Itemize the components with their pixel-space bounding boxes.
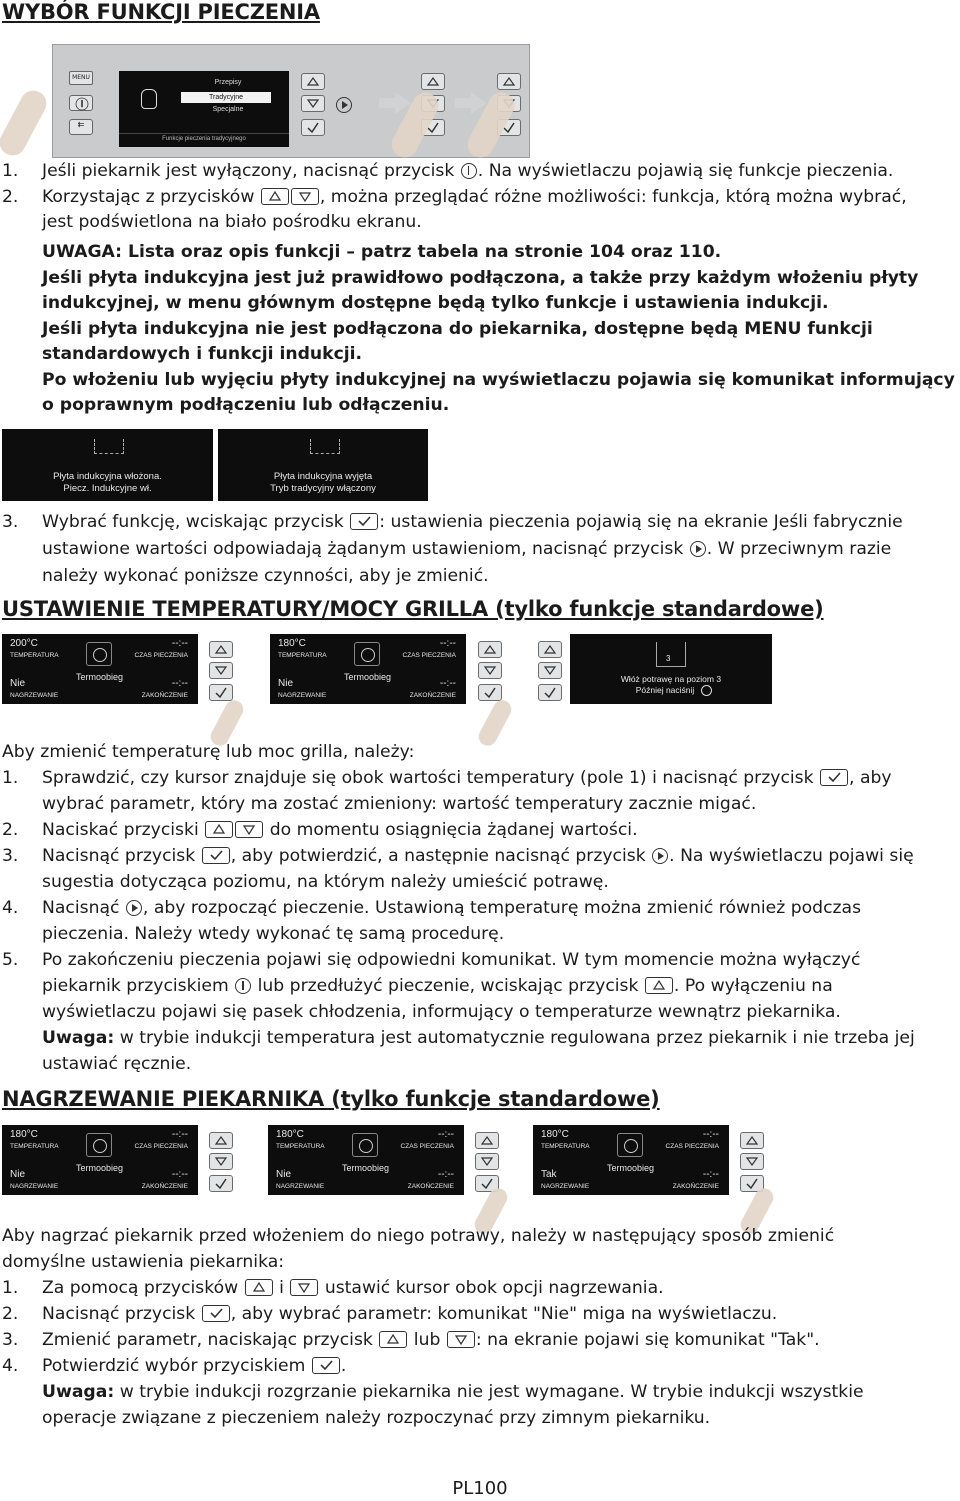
end-time-value: --:--	[171, 1169, 188, 1180]
section3-steps	[0, 1276, 960, 1432]
cooking-time-label: CZAS PIECZENIA	[402, 652, 456, 659]
induction-removed-screen	[218, 429, 428, 501]
finger-icon	[0, 86, 51, 160]
up-arrow-icon	[379, 1331, 407, 1348]
end-time-label: ZAKOŃCZENIE	[672, 1183, 719, 1190]
note-label: Uwaga:	[42, 1382, 115, 1402]
page-number: PL100	[452, 1478, 508, 1499]
temperature-label: TEMPERATURA	[10, 652, 59, 659]
up-key	[209, 641, 233, 658]
step-number: 2.	[2, 186, 19, 207]
preheat-label: NAGRZEWANIE	[10, 1183, 59, 1190]
temperature-label: TEMPERATURA	[278, 652, 327, 659]
preheat-label: NAGRZEWANIE	[276, 1183, 325, 1190]
oven-settings-screen	[2, 634, 198, 704]
list-item	[0, 1026, 960, 1052]
note-line: Jeśli płyta indukcyjna nie jest podłączona do piekarnika, dostępne będą MENU funkcji	[42, 318, 873, 339]
step-text: należy wykonać poniższe czynności, aby je zmienić.	[42, 566, 489, 586]
step-text: ustawić kursor obok opcji nagrzewania.	[324, 1278, 664, 1298]
ok-key	[209, 684, 233, 701]
note-line: o poprawnym podłączeniu lub odłączeniu.	[42, 395, 450, 415]
list-item	[0, 870, 960, 896]
step-text: wybrać parametr, który ma zostać zmieniony: wartość temperatury zacznie migać.	[42, 794, 757, 814]
step-text: wyświetlaczu pojawi się pasek chłodzenia, informujący o temperaturze wewnątrz piekarnika.	[42, 1002, 841, 1022]
note-text: w trybie indukcji temperatura jest automatycznie regulowana przez piekarnik i nie trzeba jej	[119, 1028, 915, 1048]
up-key	[497, 73, 521, 90]
step-text: . Na wyświetlaczu pojawi się	[669, 846, 914, 866]
ok-key	[538, 684, 562, 701]
section-title: NAGRZEWANIE PIEKARNIKA (tylko funkcje standardowe)	[2, 1087, 660, 1111]
induction-plate-icon	[94, 439, 124, 454]
note-line: UWAGA: Lista oraz opis funkcji – patrz tabela na stronie 104 oraz 110.	[42, 242, 722, 262]
level-screen	[570, 634, 772, 704]
list-item	[0, 1380, 960, 1406]
list-item	[0, 766, 960, 792]
step-number: 2.	[2, 820, 19, 840]
temperature-value: 180°C	[278, 638, 306, 649]
up-key	[740, 1132, 764, 1149]
up-key	[421, 73, 445, 90]
temperature-label: TEMPERATURA	[10, 1143, 59, 1150]
list-item	[0, 922, 960, 948]
menu-label: MENU	[72, 74, 90, 81]
menu-footer: Funkcje pieczenia tradycyjnego	[119, 133, 289, 142]
step-text: do momentu osiągnięcia żądanej wartości.	[269, 820, 638, 840]
step-number: 4.	[2, 1356, 19, 1376]
fan-icon	[617, 1133, 643, 1157]
step-number: 2.	[2, 1304, 19, 1324]
down-arrow-icon	[291, 188, 319, 205]
step-text: i	[279, 1278, 284, 1298]
intro-line: Aby nagrzać piekarnik przed włożeniem do niego potrawy, należy w następujący sposób zmienić	[2, 1226, 835, 1246]
temperature-label: TEMPERATURA	[541, 1143, 590, 1150]
list-item	[0, 896, 960, 922]
list-item	[0, 1328, 960, 1354]
note-line: Po włożeniu lub wyjęciu płyty indukcyjnej na wyświetlaczu pojawia się komunikat informujący	[42, 369, 955, 390]
step-text: Nacisnąć przycisk	[42, 846, 196, 866]
step-text: , aby wybrać parametr: komunikat "Nie" miga na wyświetlaczu.	[230, 1304, 778, 1324]
step-text: . Na wyświetlaczu pojawią się funkcje pieczenia.	[477, 161, 894, 181]
step-number: 1.	[2, 1278, 19, 1298]
cooking-time-value: --:--	[437, 1129, 454, 1140]
list-item	[0, 792, 960, 818]
end-time-value: --:--	[437, 1169, 454, 1180]
list-item	[0, 537, 960, 564]
check-icon	[202, 1305, 230, 1322]
down-arrow-icon	[447, 1331, 475, 1348]
start-key	[336, 97, 352, 113]
section-intro: Aby zmienić temperaturę lub moc grilla, należy:	[2, 742, 415, 762]
temperature-value: 200°C	[10, 638, 38, 649]
note-line: Jeśli płyta indukcyjna jest już prawidłowo podłączona, a także przy każdym włożeniu płyty	[42, 267, 919, 288]
ok-key	[209, 1175, 233, 1192]
back-button: ⇇	[69, 119, 93, 135]
power-button	[69, 95, 93, 111]
note-text: w trybie indukcji rozgrzanie piekarnika nie jest wymagane. W trybie indukcji wszystkie	[119, 1382, 864, 1402]
down-key	[740, 1153, 764, 1170]
cooking-time-value: --:--	[171, 638, 188, 649]
play-icon	[690, 541, 706, 557]
function-name: Termoobieg	[76, 672, 124, 682]
up-key	[475, 1132, 499, 1149]
end-time-label: ZAKOŃCZENIE	[407, 1183, 454, 1190]
down-key	[475, 1153, 499, 1170]
end-time-value: --:--	[439, 678, 456, 689]
up-arrow-icon	[245, 1279, 273, 1296]
cooking-time-label: CZAS PIECZENIA	[134, 652, 188, 659]
list-item	[0, 159, 960, 185]
step-text: Sprawdzić, czy kursor znajduje się obok wartości temperatury (pole 1) i nacisnąć przycisk	[42, 768, 814, 788]
cooking-time-value: --:--	[702, 1129, 719, 1140]
fan-icon	[352, 1133, 378, 1157]
preheat-value: Nie	[10, 1169, 26, 1180]
check-icon	[202, 847, 230, 864]
step-text: .	[340, 1356, 347, 1376]
oven-settings-screen	[2, 1125, 198, 1195]
step-text: Nacisnąć przycisk	[42, 1304, 196, 1324]
temperature-value: 180°C	[541, 1129, 569, 1140]
step-text: Naciskać przyciski	[42, 820, 199, 840]
power-icon	[461, 163, 477, 179]
screen-message: Później naciśnij	[635, 685, 695, 695]
menu-button	[69, 71, 93, 85]
page-title: WYBÓR FUNKCJI PIECZENIA	[2, 0, 320, 24]
notes	[42, 240, 960, 419]
up-key	[209, 1132, 233, 1149]
step-text: : na ekranie pojawi się komunikat "Tak".	[475, 1330, 820, 1350]
preheat-value: Nie	[278, 678, 294, 689]
induction-plate-icon	[310, 439, 340, 454]
fan-icon	[354, 642, 380, 666]
induction-inserted-screen	[2, 429, 213, 501]
end-time-value: --:--	[171, 678, 188, 689]
oven-settings-screen	[533, 1125, 729, 1195]
menu-item: Specjalne	[212, 106, 244, 113]
step-number: 1.	[2, 768, 19, 788]
play-icon	[126, 900, 142, 916]
function-name: Termoobieg	[342, 1163, 390, 1173]
preheat-value: Tak	[541, 1169, 557, 1180]
preheat-value: Nie	[10, 678, 26, 689]
step-text: , można przeglądać różne możliwości: funkcja, którą można wybrać,	[319, 186, 907, 207]
up-arrow-icon	[645, 977, 673, 994]
list-item	[0, 1302, 960, 1328]
temperature-value: 180°C	[10, 1129, 38, 1140]
step-text: ustawione wartości odpowiadają żądanym ustawieniom, nacisnąć przycisk	[42, 539, 684, 559]
down-key	[478, 662, 502, 679]
step-number: 1.	[2, 161, 19, 181]
step-text: . Po wyłączeniu na	[673, 976, 833, 996]
down-key	[301, 95, 325, 112]
list-item	[0, 1052, 960, 1078]
step-text: Potwierdzić wybór przyciskiem	[42, 1356, 306, 1376]
temperature-value: 180°C	[276, 1129, 304, 1140]
intro-steps	[0, 159, 960, 236]
list-item	[0, 818, 960, 844]
step-text: . W przeciwnym razie	[706, 539, 892, 559]
screen-message: Płyta indukcyjna wyjęta	[273, 471, 373, 482]
oven-settings-screen	[270, 634, 466, 704]
screen-message: Piecz. Indukcyjne wł.	[63, 483, 152, 494]
level-number: 3	[666, 654, 671, 663]
list-item	[0, 564, 960, 591]
list-item	[0, 1354, 960, 1380]
step-number: 3.	[2, 512, 19, 532]
up-key	[478, 641, 502, 658]
step-number: 5.	[2, 950, 19, 970]
fan-icon	[86, 642, 112, 666]
step-number: 3.	[2, 1330, 19, 1350]
preheat-label: NAGRZEWANIE	[541, 1183, 590, 1190]
step-text: Wybrać funkcję, wciskając przycisk	[42, 512, 344, 532]
function-name: Termoobieg	[607, 1163, 655, 1173]
down-arrow-icon	[235, 821, 263, 838]
preheat-value: Nie	[276, 1169, 292, 1180]
list-item	[0, 844, 960, 870]
hand-icon	[141, 89, 157, 109]
note-label: Uwaga:	[42, 1028, 115, 1048]
step-text: sugestia dotycząca poziomu, na którym należy umieścić potrawę.	[42, 872, 609, 892]
step-text: jest podświetlona na biało pośrodku ekranu.	[42, 212, 422, 232]
check-icon	[312, 1357, 340, 1374]
list-item	[0, 1276, 960, 1302]
menu-screen	[119, 71, 289, 147]
step-number: 4.	[2, 898, 19, 918]
step-text: , aby	[849, 768, 892, 788]
temperature-label: TEMPERATURA	[276, 1143, 325, 1150]
fan-icon	[86, 1133, 112, 1157]
finger-icon	[475, 697, 514, 749]
step-3	[0, 510, 960, 591]
step-text: lub przedłużyć pieczenie, wciskając przycisk	[257, 976, 639, 996]
cooking-time-value: --:--	[439, 638, 456, 649]
list-item	[0, 948, 960, 974]
step-text: , aby potwierdzić, a następnie nacisnąć przycisk	[230, 846, 646, 866]
section3-intro	[2, 1224, 960, 1275]
step-text: Zmienić parametr, naciskając przycisk	[42, 1330, 373, 1350]
down-key	[209, 662, 233, 679]
ok-key	[478, 684, 502, 701]
screen-message: Płyta indukcyjna włożona.	[53, 471, 162, 482]
section2-steps	[0, 766, 960, 1078]
step-text: Jeśli piekarnik jest wyłączony, nacisnąć przycisk	[42, 161, 455, 181]
play-icon	[652, 848, 668, 864]
up-arrow-icon	[205, 821, 233, 838]
step-text: : ustawienia pieczenia pojawią się na ekranie Jeśli fabrycznie	[379, 512, 903, 532]
end-time-label: ZAKOŃCZENIE	[409, 692, 456, 699]
screen-message: Włóż potrawę na poziom 3	[620, 674, 722, 684]
cooking-time-label: CZAS PIECZENIA	[134, 1143, 188, 1150]
check-icon	[820, 769, 848, 786]
step-text: piekarnik przyciskiem	[42, 976, 229, 996]
up-key	[538, 641, 562, 658]
list-item	[0, 974, 960, 1000]
preheat-label: NAGRZEWANIE	[278, 692, 327, 699]
up-key	[301, 73, 325, 90]
step-text: Za pomocą przycisków	[42, 1278, 239, 1298]
step-number: 3.	[2, 846, 19, 866]
down-key	[538, 662, 562, 679]
step-text: Korzystając z przycisków	[42, 186, 255, 207]
end-time-value: --:--	[702, 1169, 719, 1180]
step-text: lub	[413, 1330, 441, 1350]
up-arrow-icon	[261, 188, 289, 205]
down-key	[209, 1153, 233, 1170]
function-name: Termoobieg	[76, 1163, 124, 1173]
power-icon	[235, 978, 251, 994]
note-line: indukcyjnej, w menu głównym dostępne będą tylko funkcje i ustawienia indukcji.	[42, 293, 829, 313]
check-icon	[350, 513, 378, 530]
list-item	[0, 1000, 960, 1026]
step-text: pieczenia. Należy wtedy wykonać tę samą procedurę.	[42, 924, 505, 944]
step-text: Po zakończeniu pieczenia pojawi się odpowiedni komunikat. W tym momencie można wyłączyć	[42, 950, 861, 970]
list-item	[0, 185, 960, 211]
cooking-time-value: --:--	[171, 1129, 188, 1140]
screen-message: Tryb tradycyjny włączony	[270, 483, 376, 494]
oven-settings-screen	[268, 1125, 464, 1195]
preheat-label: NAGRZEWANIE	[10, 692, 59, 699]
section-title: USTAWIENIE TEMPERATURY/MOCY GRILLA (tylko funkcje standardowe)	[2, 597, 824, 621]
end-time-label: ZAKOŃCZENIE	[141, 1183, 188, 1190]
note-line: standardowych i funkcji indukcji.	[42, 344, 363, 364]
cooking-time-label: CZAS PIECZENIA	[665, 1143, 719, 1150]
note-text: ustawiać ręcznie.	[42, 1054, 192, 1074]
oven-level-icon	[656, 642, 686, 667]
note-text: operacje związane z pieczeniem należy rozpoczynać przy zimnym piekarniku.	[42, 1408, 711, 1428]
list-item	[0, 210, 960, 236]
list-item	[0, 1406, 960, 1432]
step-text: Nacisnąć	[42, 898, 120, 918]
down-arrow-icon	[290, 1279, 318, 1296]
cooking-time-label: CZAS PIECZENIA	[400, 1143, 454, 1150]
control-panel-illustration	[52, 44, 530, 158]
function-name: Termoobieg	[344, 672, 392, 682]
step-text: , aby rozpocząć pieczenie. Ustawioną temperaturę można zmienić również podczas	[142, 898, 862, 918]
play-icon	[701, 685, 712, 696]
menu-item-selected: Tradycyjne	[181, 92, 271, 103]
end-time-label: ZAKOŃCZENIE	[141, 692, 188, 699]
ok-key	[301, 119, 325, 136]
menu-item: Przepisy	[214, 79, 242, 86]
intro-line: domyślne ustawienia piekarnika:	[2, 1251, 285, 1272]
list-item	[0, 510, 960, 537]
